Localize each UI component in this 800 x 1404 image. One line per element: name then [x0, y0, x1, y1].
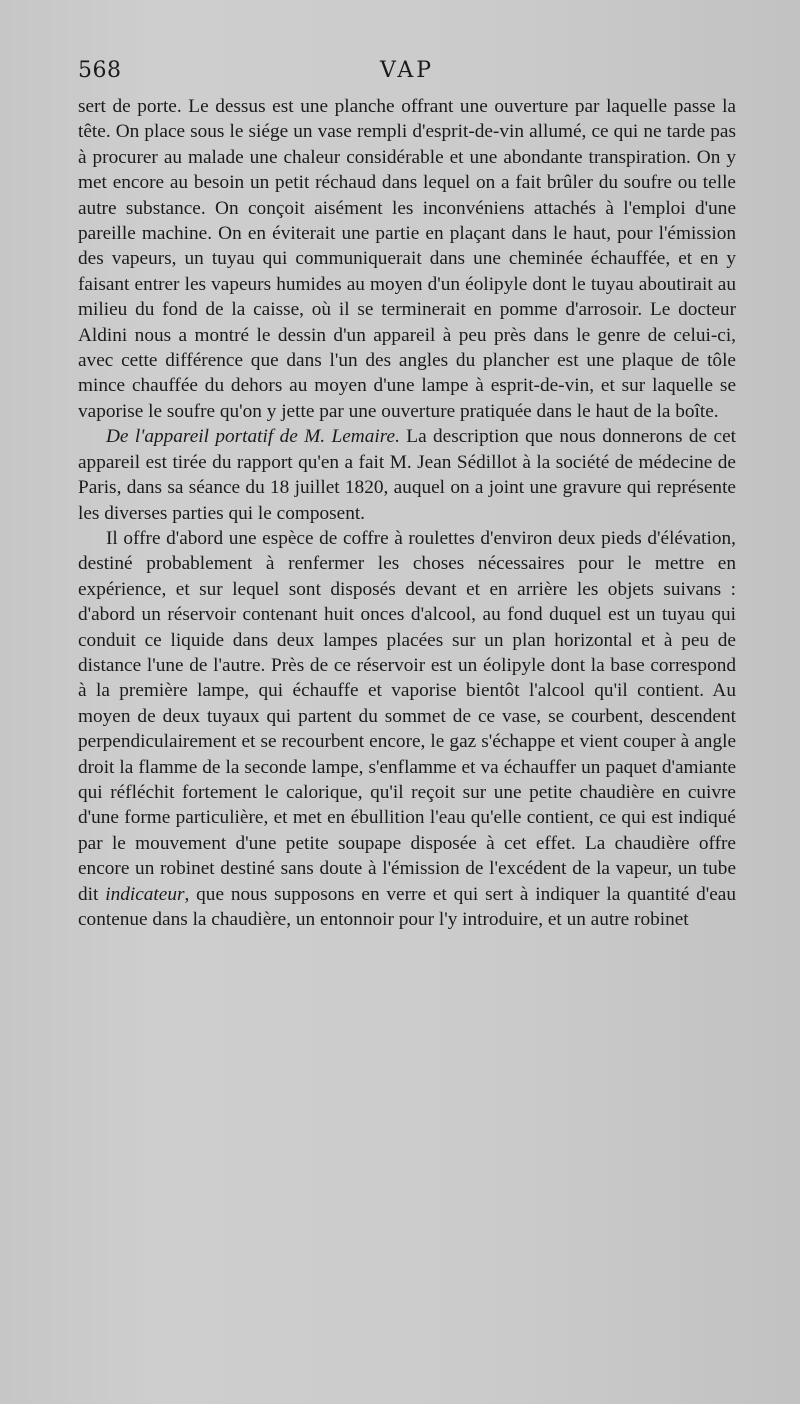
- paragraph-text: Il offre d'abord une espèce de coffre à roulettes d'environ deux pieds d'élévation, destiné probablement à renfermer les choses nécessaires pour le mettre en expérience, et sur lequel sont disposés devant et en arrière les objets suivans : d'abord un réservoir contenant huit onces d'alcool, au fond duquel est un tuyau qui conduit ce liquide dans deux lampes placées sur un plan horizontal et à peu de distance l'une de l'autre. Près de ce réservoir est un éolipyle dont la base correspond à la première lampe, qui échauffe et vaporise bientôt l'alcool qu'il contient. Au moyen de deux tuyaux qui partent du sommet de ce vase, se courbent, descendent perpendiculairement et se recourbent encore, le gaz s'échappe et vient couper à angle droit la flamme de la seconde lampe, s'enflamme et va échauffer un paquet d'amiante qui réfléchit fortement le calorique, qu'il reçoit sur une petite chaudière en cuivre d'une forme particulière, et met en ébullition l'eau qu'elle contient, ce qui est indiqué par le mouvement d'une petite soupape disposée à cet effet. La chaudière offre encore un robinet destiné sans doute à l'émission de l'excédent de la vapeur, un tube dit: [78, 527, 736, 905]
- body-text: [78, 94, 736, 932]
- paragraph-text: sert de porte. Le dessus est une planche offrant une ouverture par laquelle passe la tête. On place sous le siége un vase rempli d'esprit-de-vin allumé, ce qui ne tarde pas à procurer au malade une chaleur considérable et une abondante transpiration. On y met encore au besoin un petit réchaud dans lequel on a fait brûler du soufre ou telle autre substance. On conçoit aisément les inconvéniens attachés à l'emploi d'une pareille machine. On en éviterait une partie en plaçant dans le haut, pour l'émission des vapeurs, un tuyau qui communiquerait dans une cheminée échauffée, et en y faisant entrer les vapeurs humides au moyen d'un éolipyle dont le tuyau aboutirait au milieu du fond de la caisse, où il se terminerait en pomme d'arrosoir. Le docteur Aldini nous a montré le dessin d'un appareil à peu près dans le genre de celui-ci, avec cette différence que dans l'un des angles du plancher est une plaque de tôle mince chauffée du dehors au moyen d'une lampe à esprit-de-vin, et sur laquelle se vaporise le soufre qu'on y jette par une ouverture pratiquée dans le haut de la boîte.: [78, 96, 736, 422]
- page-number: 568: [78, 58, 122, 83]
- paragraph-text: La description que nous donnerons de cet appareil est tirée du rapport qu'en a fait M. Jean Sédillot à la société de médecine de Paris, dans sa séance du 18 juillet 1820, auquel on a joint une gravure qui représente les diverses parties qui le composent.: [78, 426, 736, 524]
- paragraph-text: , que nous supposons en verre et qui sert à indiquer la quantité d'eau contenue dans la chaudière, un entonnoir pour l'y introduire, et un autre robinet: [78, 883, 736, 930]
- section-heading-italic: De l'appareil portatif de M. Lemaire.: [106, 426, 400, 448]
- paragraph-2: [78, 424, 736, 526]
- italic-term: indicateur: [105, 883, 185, 905]
- page-header: [78, 58, 736, 90]
- running-head: VAP: [379, 58, 435, 83]
- paragraph-1: [78, 94, 736, 424]
- paragraph-3: [78, 526, 736, 933]
